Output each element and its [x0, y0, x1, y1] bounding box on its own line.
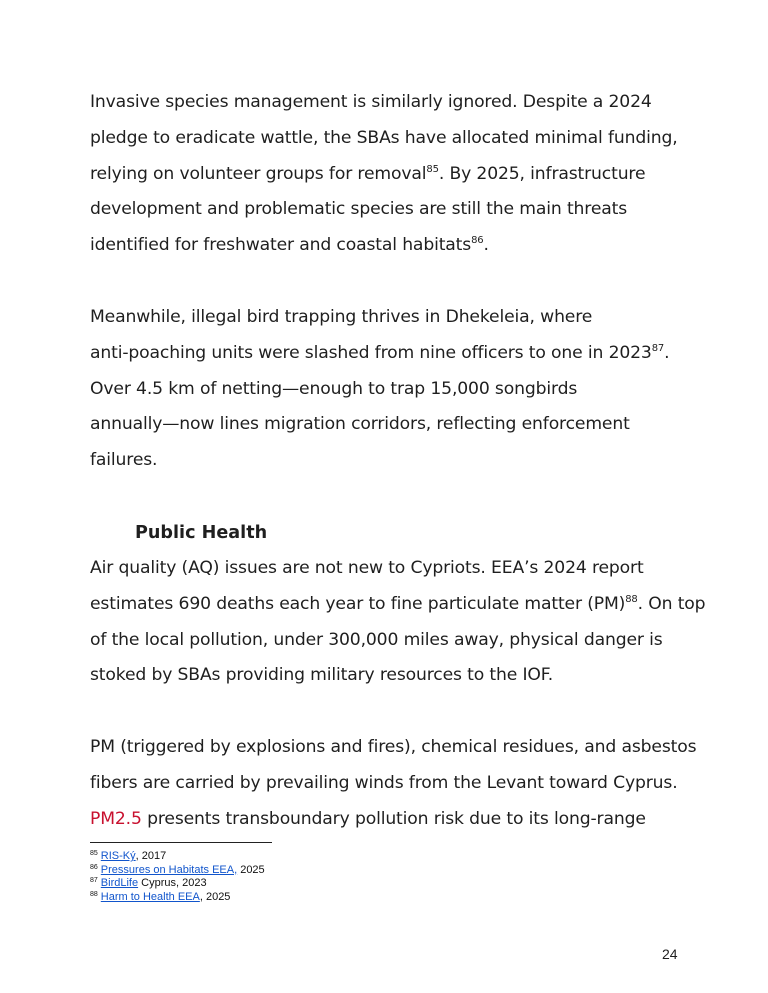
- text-line: PM (triggered by explosions and fires), chemical residues, and asbestos: [90, 737, 697, 757]
- paragraph-air-quality: [90, 551, 706, 694]
- footnote-link[interactable]: RIS-Ký: [100, 850, 136, 862]
- text-line: Meanwhile, illegal bird trapping thrives in Dhekeleia, where: [90, 307, 593, 327]
- footnote-ref-86[interactable]: 86: [471, 235, 484, 247]
- footnote-88: $^{88}$ Harm to Health EEA, 2025: [90, 890, 231, 903]
- footnote-ref-85[interactable]: 85: [426, 163, 439, 175]
- footnote-link[interactable]: BirdLife: [100, 877, 139, 889]
- footnote-link[interactable]: Harm to Health EEA: [100, 890, 200, 903]
- text-line: pledge to eradicate wattle, the SBAs have allocated minimal funding,: [90, 127, 678, 148]
- footnotes: [90, 850, 265, 904]
- paragraph-particulate-matter: [90, 730, 697, 837]
- page-number: 24: [662, 946, 678, 962]
- paragraph-bird-trapping: [90, 300, 690, 479]
- text-line: Over 4.5 km of netting—enough to trap 15,000 songbirds: [90, 378, 578, 399]
- text-line: fibers are carried by prevailing winds from the Levant toward Cyprus.: [90, 772, 678, 793]
- footnote-ref-87[interactable]: 87: [651, 342, 665, 354]
- text-line: anti-poaching units were slashed from nine officers to one in 2023$^{87}$.: [90, 342, 670, 363]
- footnote-87: $^{87}$ BirdLife Cyprus, 2023: [90, 877, 207, 889]
- footnote-separator: [90, 842, 272, 843]
- section-heading-public-health: Public Health: [135, 523, 268, 543]
- text-line: identified for freshwater and coastal habitats$^{86}$.: [90, 235, 489, 256]
- text-line: Invasive species management is similarly ignored. Despite a 2024: [90, 92, 652, 112]
- footnote-85: $^{85}$ RIS-Ký, 2017: [90, 850, 167, 862]
- text-line: of the local pollution, under 300,000 miles away, physical danger is: [90, 629, 663, 650]
- text-line: Air quality (AQ) issues are not new to Cypriots. EEA’s 2024 report: [90, 558, 644, 578]
- footnote-ref-88[interactable]: 88: [625, 593, 638, 605]
- paragraph-invasive-species: [90, 85, 690, 264]
- text-line: failures.: [90, 450, 158, 471]
- text-line: stoked by SBAs providing military resources to the IOF.: [90, 665, 554, 686]
- text-line: PM2.5 presents transboundary pollution risk due to its long-range: [90, 808, 646, 829]
- footnote-link[interactable]: Pressures on Habitats EEA,: [100, 863, 238, 876]
- text-line: relying on volunteer groups for removal$^{85}$. By 2025, infrastructure: [90, 163, 646, 184]
- text-line: development and problematic species are still the main threats: [90, 199, 628, 220]
- text-line: annually—now lines migration corridors, reflecting enforcement: [90, 414, 630, 435]
- footnote-86: $^{86}$ Pressures on Habitats EEA, 2025: [90, 863, 265, 876]
- text-line: estimates 690 deaths each year to fine particulate matter (PM)$^{88}$. On top: [90, 593, 706, 614]
- pm25-highlight: PM2.5: [90, 808, 142, 829]
